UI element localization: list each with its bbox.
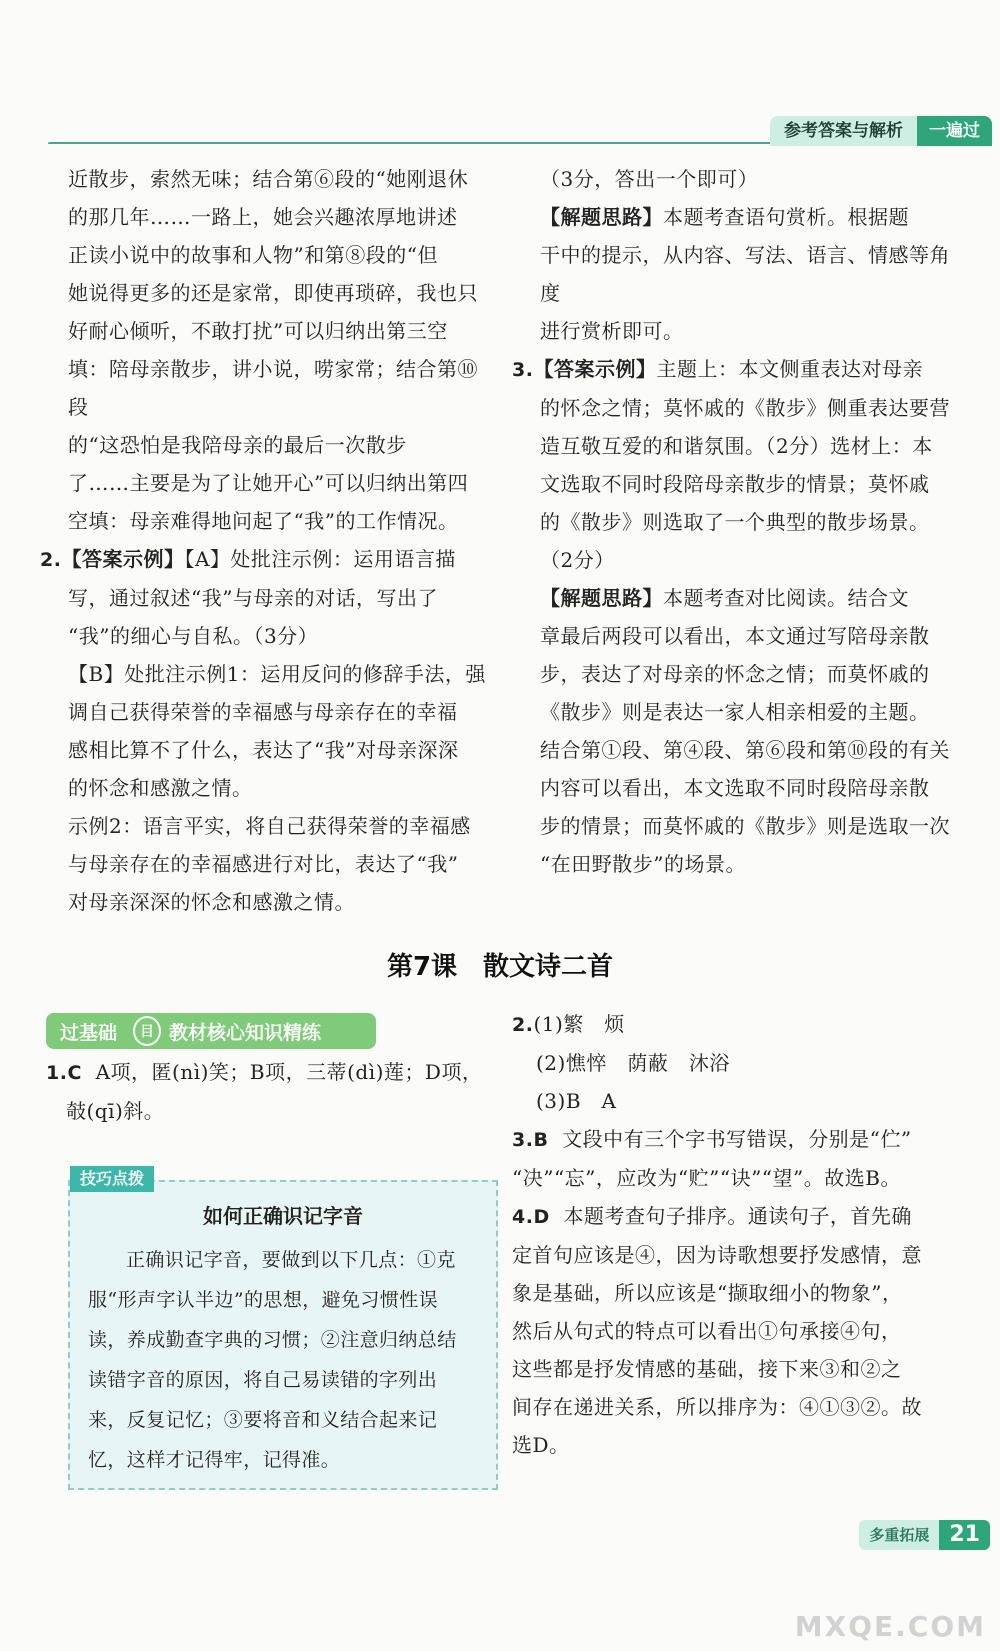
text-line: 本题考查对比阅读。结合文 bbox=[663, 586, 909, 610]
text-line: 步，表达了对母亲的怀念之情；而莫怀戚的 bbox=[540, 662, 930, 686]
analysis-tag: 【解题思路】 bbox=[540, 586, 663, 610]
text-line: 这些都是抒发情感的基础，接下来③和②之 bbox=[512, 1357, 902, 1381]
answer-3-first-line bbox=[512, 1120, 972, 1159]
text-line: 章最后两段可以看出，本文通过写陪母亲散 bbox=[540, 624, 930, 648]
analysis-tag: 【解题思路】 bbox=[540, 205, 663, 229]
text-line: 她说得更多的还是家常，即使再琐碎，我也只 bbox=[68, 281, 478, 305]
text-line: 定首句应该是④，因为诗歌想要抒发感情，意 bbox=[512, 1243, 922, 1267]
text-line: (1)繁 烦 bbox=[533, 1012, 625, 1036]
header-tag bbox=[770, 116, 992, 146]
text-line: 本题考查句子排序。通读句子，首先确 bbox=[563, 1204, 912, 1228]
text-line: 文选取不同时段陪母亲散步的情景；莫怀戚 bbox=[540, 472, 930, 496]
text-line: 间存在递进关系，所以排序为：④①③②。故 bbox=[512, 1395, 922, 1419]
text-line: 攲(qī)斜。 bbox=[66, 1099, 165, 1123]
right-top-column bbox=[512, 160, 970, 883]
analysis-line bbox=[540, 198, 970, 236]
text-line: “我”的细心与自私。（3分） bbox=[68, 624, 319, 648]
text-line: 然后从句式的特点可以看出①句承接④句， bbox=[512, 1319, 902, 1343]
text-line: 写，通过叙述“我”与母亲的对话，写出了 bbox=[68, 586, 438, 610]
section-label: 过基础 bbox=[60, 1021, 118, 1044]
text-line: 来，反复记忆；③要将音和义结合起来记 bbox=[88, 1409, 438, 1431]
text-line: 结合第①段、第④段、第⑥段和第⑩段的有关 bbox=[540, 738, 950, 762]
page-footer bbox=[859, 1520, 990, 1550]
text-line: 填：陪母亲散步，讲小说，唠家常；结合第⑩段 bbox=[68, 357, 478, 419]
question-number: 4.D bbox=[512, 1206, 550, 1228]
question-number: 2. bbox=[512, 1014, 534, 1036]
text-line: 正确识记字音，要做到以下几点：①克 bbox=[126, 1249, 456, 1271]
tips-body bbox=[88, 1240, 484, 1480]
text-line: 的怀念之情；莫怀戚的《散步》侧重表达要营 bbox=[540, 396, 950, 420]
text-line: 的“这恐怕是我陪母亲的最后一次散步 bbox=[68, 433, 407, 457]
text-line: 近散步，索然无味；结合第⑥段的“她刚退休 bbox=[68, 167, 469, 191]
answer-4-first-line bbox=[512, 1197, 972, 1236]
text-line: 干中的提示，从内容、写法、语言、情感等角度 bbox=[540, 243, 950, 305]
watermark: MXQE.COM bbox=[794, 1610, 986, 1643]
text-line: 的那几年……一路上，她会兴趣浓厚地讲述 bbox=[68, 205, 458, 229]
question-number: 3.B bbox=[512, 1129, 549, 1151]
text-line: 【A】处批注示例：运用语言描 bbox=[184, 547, 456, 571]
text-line: “决”“忘”，应改为“贮”“诀”“望”。故选B。 bbox=[512, 1166, 901, 1190]
text-line: 示例2：语言平实，将自己获得荣誉的幸福感 bbox=[68, 814, 471, 838]
answer-tag: 【答案示例】 bbox=[533, 357, 657, 381]
answer-tag: 【答案示例】 bbox=[61, 547, 185, 571]
header-tag-brand: 一遍过 bbox=[917, 116, 992, 146]
analysis-line bbox=[540, 579, 970, 617]
page-number: 21 bbox=[939, 1520, 990, 1550]
section-header bbox=[46, 1013, 376, 1049]
answer-1 bbox=[46, 1053, 496, 1130]
question-number: 1.C bbox=[46, 1062, 82, 1084]
text-line: A项，匿(nì)笑；B项，三蒂(dì)莲；D项， bbox=[95, 1060, 483, 1084]
book-icon: 目 bbox=[133, 1016, 161, 1046]
text-line: “在田野散步”的场景。 bbox=[540, 852, 746, 876]
lesson-title: 第7课 散文诗二首 bbox=[386, 952, 614, 982]
header-tag-title: 参考答案与解析 bbox=[770, 116, 917, 146]
text-line: 了……主要是为了让她开心”可以归纳出第四 bbox=[68, 471, 469, 495]
tips-title: 如何正确识记字音 bbox=[203, 1204, 363, 1228]
question-number: 3. bbox=[512, 359, 534, 381]
text-line: 感相比算不了什么，表达了“我”对母亲深深 bbox=[68, 738, 459, 762]
text-line: 读，养成勤查字典的习惯；②注意归纳总结 bbox=[88, 1329, 457, 1351]
answer-2-line-1 bbox=[512, 1005, 972, 1044]
section-title: 教材核心知识精练 bbox=[169, 1021, 322, 1044]
text-line: 选D。 bbox=[512, 1433, 570, 1457]
left-top-column bbox=[40, 160, 498, 921]
text-line: 造互敬互爱的和谐氛围。（2分）选材上：本 bbox=[540, 434, 933, 458]
answer-1-first-line bbox=[46, 1053, 496, 1092]
answer-3-first-line bbox=[512, 350, 970, 389]
text-line: 【B】处批注示例1：运用反问的修辞手法，强 bbox=[68, 662, 486, 686]
text-line: 主题上：本文侧重表达对母亲 bbox=[656, 357, 923, 381]
text-line: 对母亲深深的怀念和感激之情。 bbox=[68, 890, 355, 914]
text-line: （2分） bbox=[540, 548, 615, 572]
text-line: 服“形声字认半边”的思想，避免习惯性误 bbox=[88, 1289, 439, 1311]
text-line: 内容可以看出，本文选取不同时段陪母亲散 bbox=[540, 776, 930, 800]
text-line: 与母亲存在的幸福感进行对比，表达了“我” bbox=[68, 852, 459, 876]
text-line: 调自己获得荣誉的幸福感与母亲存在的幸福 bbox=[68, 700, 458, 724]
tips-label: 技巧点拨 bbox=[70, 1166, 154, 1192]
text-line: （3分，答出一个即可） bbox=[540, 167, 759, 191]
footer-label: 多重拓展 bbox=[859, 1520, 939, 1550]
text-line: 的怀念和感激之情。 bbox=[68, 776, 253, 800]
text-line: 文段中有三个字书写错误，分别是“伫” bbox=[562, 1127, 912, 1151]
right-bottom-column bbox=[512, 1005, 972, 1464]
answer-2-first-line bbox=[40, 540, 498, 579]
text-line: 好耐心倾听，不敢打扰”可以归纳出第三空 bbox=[68, 319, 448, 343]
text-line: 的《散步》则选取了一个典型的散步场景。 bbox=[540, 510, 930, 534]
text-line: (2)憔悴 荫蔽 沐浴 bbox=[536, 1051, 730, 1075]
text-line: 正读小说中的故事和人物”和第⑧段的“但 bbox=[68, 243, 438, 267]
text-line: 进行赏析即可。 bbox=[540, 319, 684, 343]
text-line: 忆，这样才记得牢，记得准。 bbox=[88, 1449, 341, 1471]
text-line: 本题考查语句赏析。根据题 bbox=[663, 205, 909, 229]
text-line: 读错字音的原因，将自己易读错的字列出 bbox=[88, 1369, 438, 1391]
question-number: 2. bbox=[40, 549, 62, 571]
text-line: 象是基础，所以应该是“撷取细小的物象”， bbox=[512, 1281, 903, 1305]
text-line: 《散步》则是表达一家人相亲相爱的主题。 bbox=[540, 700, 930, 724]
text-line: 空填：母亲难得地问起了“我”的工作情况。 bbox=[68, 509, 459, 533]
text-line: 步的情景；而莫怀戚的《散步》则是选取一次 bbox=[540, 814, 950, 838]
text-line: (3)B A bbox=[536, 1089, 617, 1113]
